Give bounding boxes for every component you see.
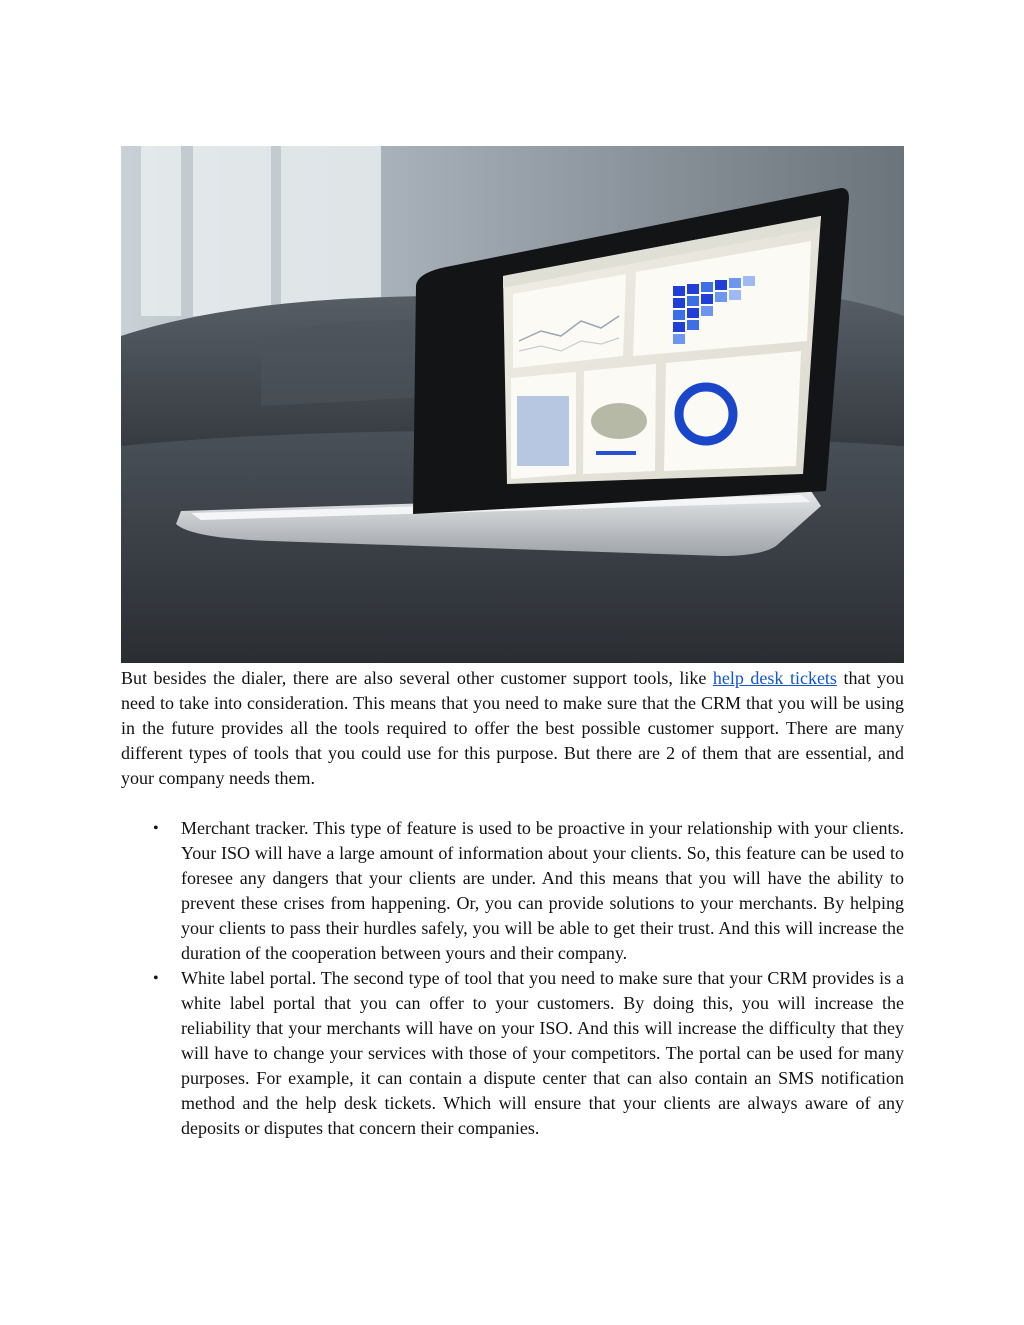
list-item-text: Merchant tracker. This type of feature is used to be proactive in your relationship with your clients. Your ISO will have a large amount of information about your clients. So, this feature can be used to foresee any dangers that your clients are under. And this means that you will have the ability to prevent these crises from happening. Or, you can provide solutions to your merchants. By helping your clients to pass their hurdles safely, you will be able to get their trust. And this will increase the duration of the cooperation between yours and their company.	[181, 818, 904, 963]
intro-paragraph	[121, 666, 904, 791]
feature-list	[121, 816, 904, 1141]
bullet-icon: •	[153, 820, 159, 837]
list-item-white-label-portal	[121, 966, 904, 1141]
intro-text-before: But besides the dialer, there are also several other customer support tools, like	[121, 668, 713, 688]
intro-text-after: that you need to take into consideration. This means that you need to make sure that the CRM that you will be using in the future provides all the tools required to offer the best possible customer support. There are many different types of tools that you could use for this purpose. But there are 2 of them that are essential, and your company needs them.	[121, 668, 904, 788]
help-desk-tickets-link[interactable]: help desk tickets	[712, 668, 837, 688]
laptop-photo	[121, 146, 904, 663]
list-item-merchant-tracker	[121, 816, 904, 966]
bullet-icon: •	[153, 970, 159, 987]
list-item-text: White label portal. The second type of tool that you need to make sure that your CRM provides is a white label portal that you can offer to your customers. By doing this, you will increase the reliability that your merchants will have on your ISO. And this will increase the difficulty that they will have to change your services with those of your competitors. The portal can be used for many purposes. For example, it can contain a dispute center that can also contain an SMS notification method and the help desk tickets. Which will ensure that your clients are always aware of any deposits or disputes that concern their companies.	[181, 968, 904, 1138]
